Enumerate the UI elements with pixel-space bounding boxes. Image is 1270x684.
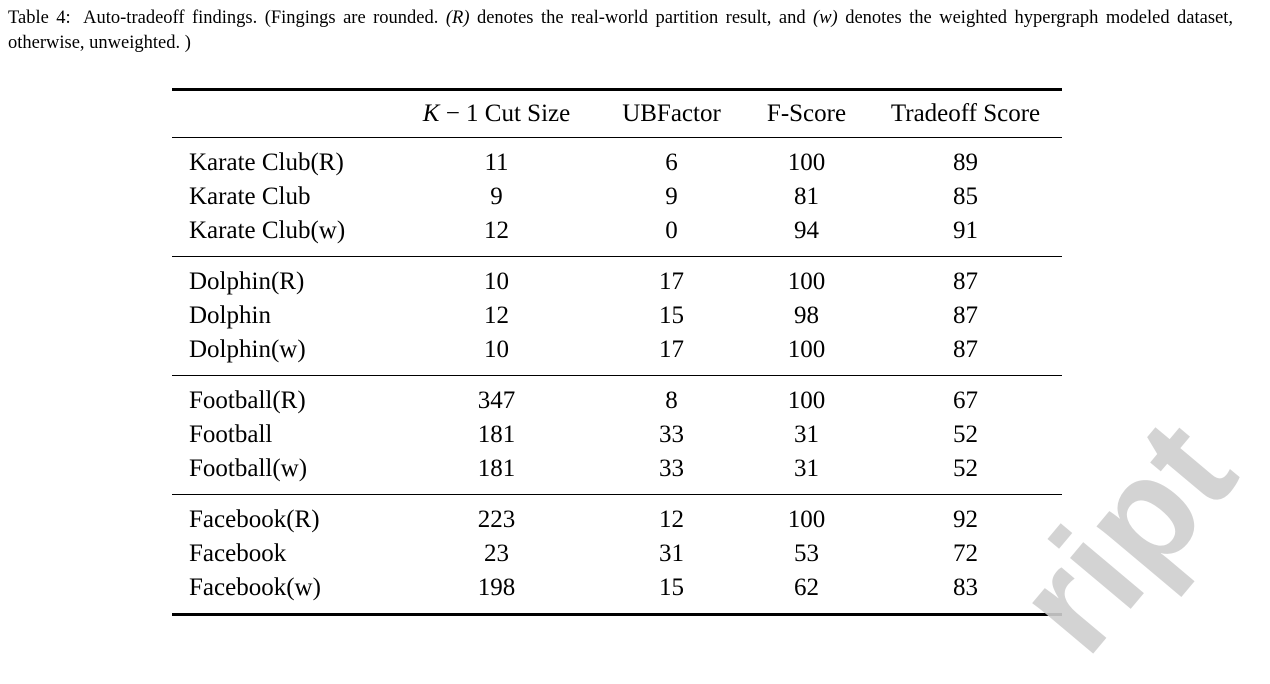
cell-tradeoff: 52 (953, 455, 978, 482)
cell-ub: 0 (665, 217, 678, 244)
cell-dataset: Football(w) (189, 455, 308, 482)
cell-ub: 15 (659, 574, 684, 601)
cell-fscore: 53 (794, 540, 819, 567)
table-row (172, 571, 1062, 615)
cell-tradeoff: 89 (953, 149, 978, 176)
table-row (172, 180, 1062, 214)
cell-cut: 347 (477, 387, 516, 414)
cell-fscore: 94 (794, 217, 819, 244)
table-row (172, 452, 1062, 495)
cell-tradeoff: 92 (953, 506, 978, 533)
cell-dataset: Facebook (189, 540, 287, 567)
cell-ub: 8 (665, 387, 678, 414)
group-dolphin (172, 257, 1062, 376)
cell-cut: 223 (477, 506, 516, 533)
cell-tradeoff: 85 (953, 183, 978, 210)
caption-text-3: denotes the weighted hypergraph modeled dataset, otherwise, unweighted. ) (8, 8, 1234, 53)
table-row (172, 299, 1062, 333)
table-row (172, 495, 1062, 538)
table-caption (8, 6, 1233, 56)
table-row (172, 257, 1062, 300)
cell-ub: 33 (659, 455, 684, 482)
cell-tradeoff: 87 (953, 336, 978, 363)
cell-ub: 17 (659, 268, 684, 295)
cell-dataset: Dolphin(R) (189, 268, 305, 295)
cell-tradeoff: 67 (953, 387, 978, 414)
cell-cut: 12 (484, 217, 509, 244)
results-table (172, 88, 1062, 616)
cell-tradeoff: 72 (953, 540, 978, 567)
caption-r-marker: (R) (445, 8, 470, 28)
cell-ub: 33 (659, 421, 684, 448)
cell-dataset: Karate Club (189, 183, 311, 210)
cell-tradeoff: 87 (953, 302, 978, 329)
table-row (172, 214, 1062, 257)
cell-tradeoff: 91 (953, 217, 978, 244)
caption-label: Table 4: (8, 8, 71, 28)
group-karate (172, 138, 1062, 257)
cell-dataset: Football(R) (189, 387, 306, 414)
table-row (172, 376, 1062, 419)
cell-dataset: Facebook(R) (189, 506, 320, 533)
cell-dataset: Football (189, 421, 273, 448)
cell-fscore: 98 (794, 302, 819, 329)
cell-cut: 12 (484, 302, 509, 329)
cell-ub: 12 (659, 506, 684, 533)
cell-cut: 10 (484, 268, 509, 295)
header-cut-var: K (422, 100, 440, 127)
cell-ub: 6 (665, 149, 678, 176)
cell-cut: 23 (484, 540, 509, 567)
watermark (982, 389, 1270, 683)
header-fscore: F-Score (766, 100, 847, 127)
cell-fscore: 100 (787, 506, 826, 533)
table-row (172, 138, 1062, 181)
cell-ub: 9 (665, 183, 678, 210)
group-facebook (172, 495, 1062, 615)
cell-dataset: Karate Club(R) (189, 149, 344, 176)
cell-tradeoff: 87 (953, 268, 978, 295)
caption-text-1: Auto-tradeoff findings. (Fingings are rounded. (83, 8, 439, 28)
cell-ub: 17 (659, 336, 684, 363)
cell-tradeoff: 52 (953, 421, 978, 448)
header-cut-size (394, 90, 599, 138)
header-row (172, 90, 1062, 138)
cell-ub: 15 (659, 302, 684, 329)
header-cut-rest: − 1 Cut Size (439, 100, 571, 127)
cell-fscore: 100 (787, 149, 826, 176)
cell-fscore: 31 (794, 421, 819, 448)
cell-fscore: 81 (794, 183, 819, 210)
cell-dataset: Dolphin(w) (189, 336, 306, 363)
table-row (172, 333, 1062, 376)
cell-dataset: Karate Club(w) (189, 217, 346, 244)
cell-fscore: 31 (794, 455, 819, 482)
cell-tradeoff: 83 (953, 574, 978, 601)
caption-w-marker: (w) (813, 8, 838, 28)
watermark-shape: ript (982, 389, 1267, 683)
cell-fscore: 100 (787, 336, 826, 363)
header-dataset (172, 90, 394, 138)
cell-fscore: 100 (787, 387, 826, 414)
group-football (172, 376, 1062, 495)
cell-cut: 10 (484, 336, 509, 363)
cell-cut: 198 (477, 574, 516, 601)
cell-fscore: 62 (794, 574, 819, 601)
cell-cut: 181 (477, 455, 516, 482)
cell-ub: 31 (659, 540, 684, 567)
header-ubfactor: UBFactor (622, 100, 721, 127)
caption-text-2: denotes the real-world partition result, and (476, 8, 806, 28)
cell-cut: 9 (490, 183, 503, 210)
cell-dataset: Dolphin (189, 302, 271, 329)
cell-cut: 181 (477, 421, 516, 448)
cell-dataset: Facebook(w) (189, 574, 321, 601)
cell-fscore: 100 (787, 268, 826, 295)
table-row (172, 418, 1062, 452)
cell-cut: 11 (484, 149, 509, 176)
header-tradeoff: Tradeoff Score (890, 100, 1041, 127)
table-row (172, 537, 1062, 571)
